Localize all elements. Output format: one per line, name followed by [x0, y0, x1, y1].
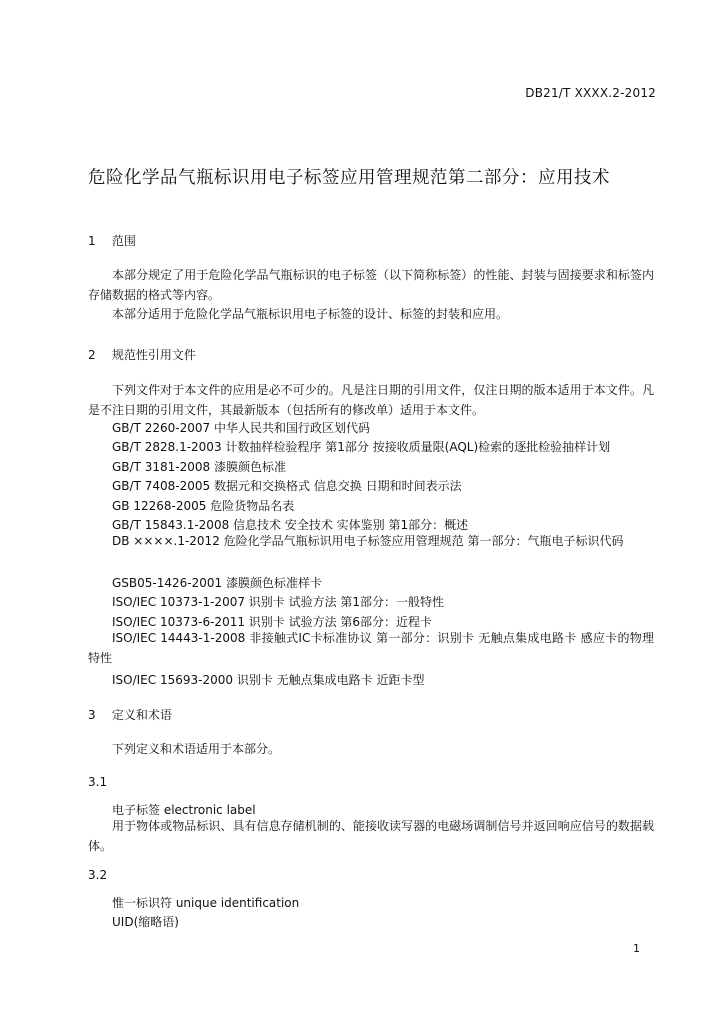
document-code: DB21/T XXXX.2-2012: [525, 86, 656, 100]
reference-item: GSB05-1426-2001 漆膜颜色标准样卡: [112, 576, 322, 590]
section-1-heading: [88, 232, 136, 249]
section-1-title: 范围: [111, 234, 136, 248]
section-3-heading: [88, 706, 172, 723]
reference-item: ISO/IEC 15693-2000 识别卡 无触点集成电路卡 近距卡型: [112, 673, 425, 687]
subsection-3-1-number: 3.1: [88, 775, 108, 789]
term-3-2: 惟一标识符 unique identification: [112, 896, 300, 910]
term-3-1: 电子标签 electronic label: [112, 803, 256, 817]
section-2-heading: [88, 346, 196, 363]
section-1-paragraph-2: 本部分适用于危险化学品气瓶标识用电子标签的设计、标签的封装和应用。: [112, 307, 509, 321]
section-2-intro: 下列文件对于本文件的应用是必不可少的。凡是注日期的引用文件，仅注日期的版本适用于本文件。凡是不注日期的引用文件，其最新版本（包括所有的修改单）适用于本文件。: [88, 383, 654, 417]
reference-item: ISO/IEC 10373-6-2011 识别卡 试验方法 第6部分：近程卡: [112, 615, 433, 629]
term-3-2-abbreviation: UID(缩略语): [112, 915, 179, 929]
reference-item: GB/T 3181-2008 漆膜颜色标准: [112, 460, 286, 474]
section-3-title: 定义和术语: [111, 708, 172, 722]
section-2-title: 规范性引用文件: [111, 348, 196, 362]
subsection-3-2-number: 3.2: [88, 868, 108, 882]
reference-item: ISO/IEC 10373-1-2007 识别卡 试验方法 第1部分：一般特性: [112, 595, 445, 609]
reference-item: GB/T 2828.1-2003 计数抽样检验程序 第1部分 按接收质量限(AQL)检索的逐批检验抽样计划: [112, 440, 611, 454]
reference-item: ISO/IEC 14443-1-2008 非接触式IC卡标准协议 第一部分：识别卡 无触点集成电路卡 感应卡的物理特性: [88, 631, 654, 665]
reference-item: GB/T 15843.1-2008 信息技术 安全技术 实体鉴别 第1部分：概述: [112, 518, 469, 532]
page-number: 1: [633, 942, 640, 955]
reference-item: GB/T 2260-2007 中华人民共和国行政区划代码: [112, 421, 370, 435]
section-2-number: 2: [88, 348, 96, 362]
section-3-number: 3: [88, 708, 96, 722]
definition-3-1: 用于物体或物品标识、具有信息存储机制的、能接收读写器的电磁场调制信号并返回响应信号的数据载体。: [88, 819, 654, 853]
section-3-intro: 下列定义和术语适用于本部分。: [112, 742, 281, 756]
section-1-number: 1: [88, 234, 96, 248]
reference-item: GB 12268-2005 危险货物品名表: [112, 499, 295, 513]
reference-item: DB ××××.1-2012 危险化学品气瓶标识用电子标签应用管理规范 第一部分：气瓶电子标识代码: [112, 534, 624, 548]
document-title: 危险化学品气瓶标识用电子标签应用管理规范第二部分：应用技术: [88, 168, 610, 188]
section-1-paragraph-1: 本部分规定了用于危险化学品气瓶标识的电子标签（以下简称标签）的性能、封装与固接要求和标签内存储数据的格式等内容。: [88, 268, 654, 302]
reference-item: GB/T 7408-2005 数据元和交换格式 信息交换 日期和时间表示法: [112, 479, 462, 493]
